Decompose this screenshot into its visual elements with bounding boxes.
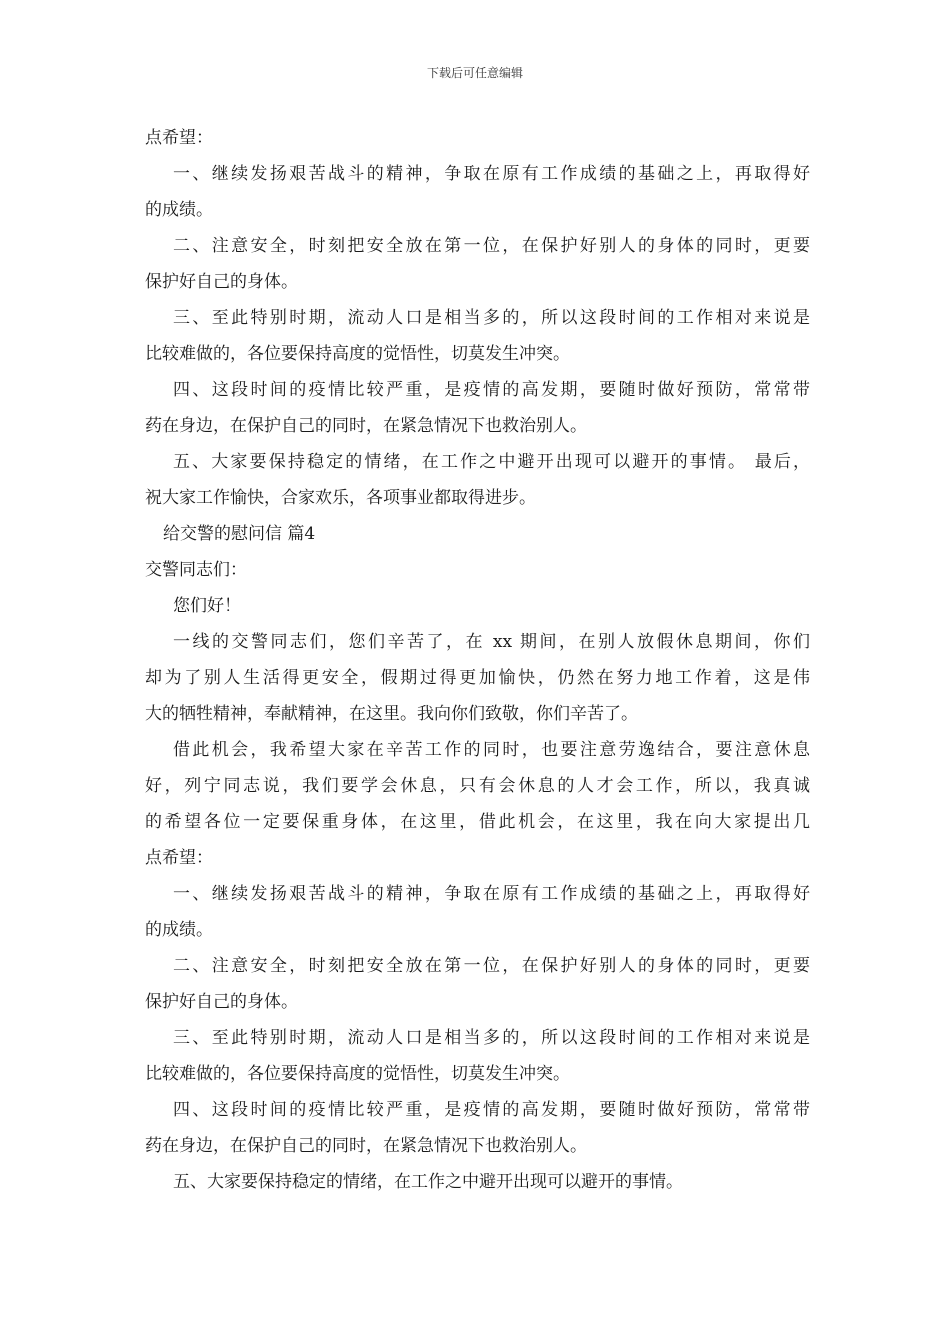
- text-line: 借此机会，我希望大家在辛苦工作的同时，也要注意劳逸结合，要注意休息: [173, 740, 810, 760]
- text-line: 保护好自己的身体。: [145, 272, 298, 292]
- text-line: 却为了别人生活得更安全，假期过得更加愉快，仍然在努力地工作着，这是伟: [145, 668, 810, 688]
- section-heading: 给交警的慰问信 篇4: [163, 524, 316, 544]
- text-line: 比较难做的，各位要保持高度的觉悟性，切莫发生冲突。: [145, 344, 570, 364]
- text-line: 五、大家要保持稳定的情绪，在工作之中避开出现可以避开的事情。 最后，: [173, 452, 810, 472]
- text-line: 二、注意安全，时刻把安全放在第一位，在保护好别人的身体的同时，更要: [173, 956, 810, 976]
- text-line: 药在身边，在保护自己的同时，在紧急情况下也救治别人。: [145, 416, 587, 436]
- text-line: 一、继续发扬艰苦战斗的精神，争取在原有工作成绩的基础之上，再取得好: [173, 884, 810, 904]
- text-line: 好，列宁同志说，我们要学会休息，只有会休息的人才会工作，所以，我真诚: [145, 776, 810, 796]
- text-line: 四、这段时间的疫情比较严重，是疫情的高发期，要随时做好预防，常常带: [173, 1100, 810, 1120]
- text-line: 点希望：: [145, 848, 213, 868]
- text-line: 保护好自己的身体。: [145, 992, 298, 1012]
- text-line: 祝大家工作愉快，合家欢乐，各项事业都取得进步。: [145, 488, 536, 508]
- document-body: [145, 120, 810, 1200]
- text-line: 三、至此特别时期，流动人口是相当多的，所以这段时间的工作相对来说是: [173, 308, 810, 328]
- page-header-note: 下载后可任意编辑: [426, 66, 523, 80]
- text-line: 一、继续发扬艰苦战斗的精神，争取在原有工作成绩的基础之上，再取得好: [173, 164, 810, 184]
- text-line: 交警同志们：: [145, 560, 247, 580]
- text-line: 大的牺牲精神，奉献精神，在这里。我向你们致敬，你们辛苦了。: [145, 704, 638, 724]
- text-line: 您们好！: [173, 596, 241, 616]
- text-line: 药在身边，在保护自己的同时，在紧急情况下也救治别人。: [145, 1136, 587, 1156]
- text-line: 四、这段时间的疫情比较严重，是疫情的高发期，要随时做好预防，常常带: [173, 380, 810, 400]
- text-line: 三、至此特别时期，流动人口是相当多的，所以这段时间的工作相对来说是: [173, 1028, 810, 1048]
- text-line: 的希望各位一定要保重身体，在这里，借此机会，在这里，我在向大家提出几: [145, 812, 810, 832]
- text-line: 比较难做的，各位要保持高度的觉悟性，切莫发生冲突。: [145, 1064, 570, 1084]
- text-line: 五、大家要保持稳定的情绪，在工作之中避开出现可以避开的事情。: [173, 1172, 683, 1192]
- text-line: 二、注意安全，时刻把安全放在第一位，在保护好别人的身体的同时，更要: [173, 236, 810, 256]
- text-line: 一线的交警同志们，您们辛苦了，在 xx 期间，在别人放假休息期间，你们: [173, 632, 810, 652]
- text-line: 的成绩。: [145, 920, 213, 940]
- text-line: 点希望：: [145, 128, 213, 148]
- text-line: 的成绩。: [145, 200, 213, 220]
